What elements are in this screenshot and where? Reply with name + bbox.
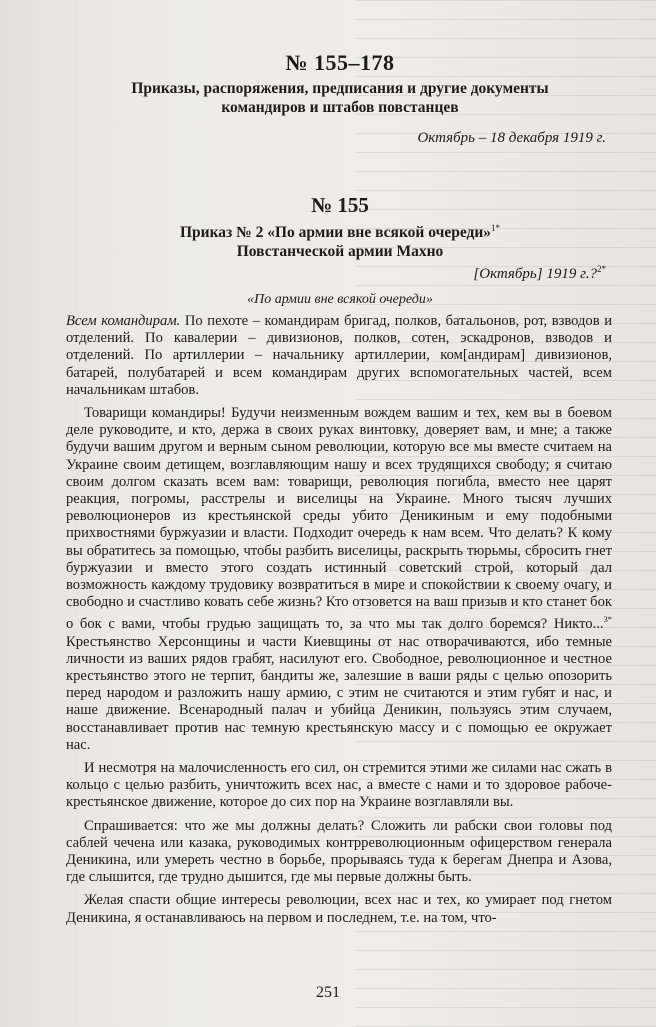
document-title — [60, 219, 620, 261]
paragraph-3: И несмотря на малочисленность его сил, он стремится этими же силами нас сжать в кольцо с целью разбить, уничтожить всех нас, а вместе с нами и то здоровое рабоче-крестьянское движение, которое до сих пор на Украине возглавляли вы. — [66, 759, 612, 811]
paragraph-4: Спрашивается: что же мы должны делать? Сложить ли рабски свои головы под саблей чечена или казака, руководимых контрреволюционным офицерством генерала Деникина, или умереть честно в борьбе, прорываясь туда к берегам Днепра и Азова, где слышится, где трудно дышится, где мы первые должны быть. — [66, 817, 612, 886]
section-title — [60, 79, 620, 117]
section-title-line1: Приказы, распоряжения, предписания и другие документы — [131, 80, 549, 97]
document-date: [Октябрь] 1919 г.?$^{2*}$ — [473, 264, 606, 282]
document-epigraph: «По армии вне всякой очереди» — [247, 292, 433, 307]
section-dates: Октябрь – 18 декабря 1919 г. — [417, 130, 606, 146]
document-title-line1: Приказ № 2 «По армии вне всякой очереди» — [179, 224, 492, 242]
document-number: № 155 — [311, 193, 369, 217]
footnote-marker-3: 3* — [603, 614, 612, 625]
footnote-marker-2: 2* — [597, 264, 606, 274]
paragraph-1: Всем командирам. По пехоте – командирам бригад, полков, батальонов, рот, взводов и отделений. По кавалерии – дивизионов, полков, сотен, эскадронов, взводов и отделений. По артиллерии – начальнику артиллерии, ком[андирам] дивизионов, батарей, полубатарей и всем командирам других вспомогательных частей, всем начальникам штабов. — [66, 313, 612, 398]
document-body — [66, 313, 612, 933]
footnote-marker-1: 1* — [491, 223, 501, 233]
addressee: Всем командирам. — [66, 313, 181, 329]
paragraph-5: Желая спасти общие интересы революции, всех нас и тех, ко умирает под гнетом Деникина, я останавливаюсь на первом и последнем, т.е. на том, что- — [66, 892, 612, 926]
paragraph-2: Товарищи командиры! Будучи неизменным вождем вашим и тех, кем вы в боевом деле руководите, и кто, держа в своих руках винтовку, доверяет вам, и мне; а также будучи вашим другом и верным сыном революции, которую все мы вместе считаем на Украине своим детищем, возглавляющим нашу и всех трудящихся свободу; я считаю своим долгом сказать всем вам: товарищи, революция погибла, вместо нее царят реакция, погромы, расстрелы и виселицы на Украине. Много тысяч лучших революционеров из крестьянской среды убито Деникиным и ему подобными прихвостнями буржуазии и власти. Подходит очередь к нам всем. Что делать? К кому вы обратитесь за помощью, чтобы разбить виселицы, раскрыть тюрьмы, сбросить гнет буржуазии и вместо этого создать истинный советский строй, который дал возможность каждому трудовику возвратиться в мире и спокойствии к своему очагу, и свободно и счастливо ковать себе жизнь? Кто отзовется на ваш призыв и кто станет бок о бок с вами, чтобы грудью защищать то, за что мы так долго боремся? Никто...$^{3*}$ Крестьянство Херсонщины и части Киевщины от нас отворачиваются, ибо темные личности из ваших рядов грабят, насилуют его. Свободное, революционное и честное крестьянство этого не терпит, бандиты же, залезшие в ваши ряды с целью опозорить перед народом и разложить нашу армию, с этим не считаются и этим губят и нас, и наше движение. Всенародный палач и убийца Деникин, пользуясь этим случаем, восстанавливает против нас темную крестьянскую массу и с помощью ее окружает нас. — [66, 405, 612, 753]
page-number: 251 — [316, 984, 340, 1001]
section-number: № 155–178 — [285, 50, 395, 75]
section-title-line2: командиров и штабов повстанцев — [221, 99, 459, 116]
document-title-line2: Повстанческой армии Махно — [236, 243, 444, 261]
